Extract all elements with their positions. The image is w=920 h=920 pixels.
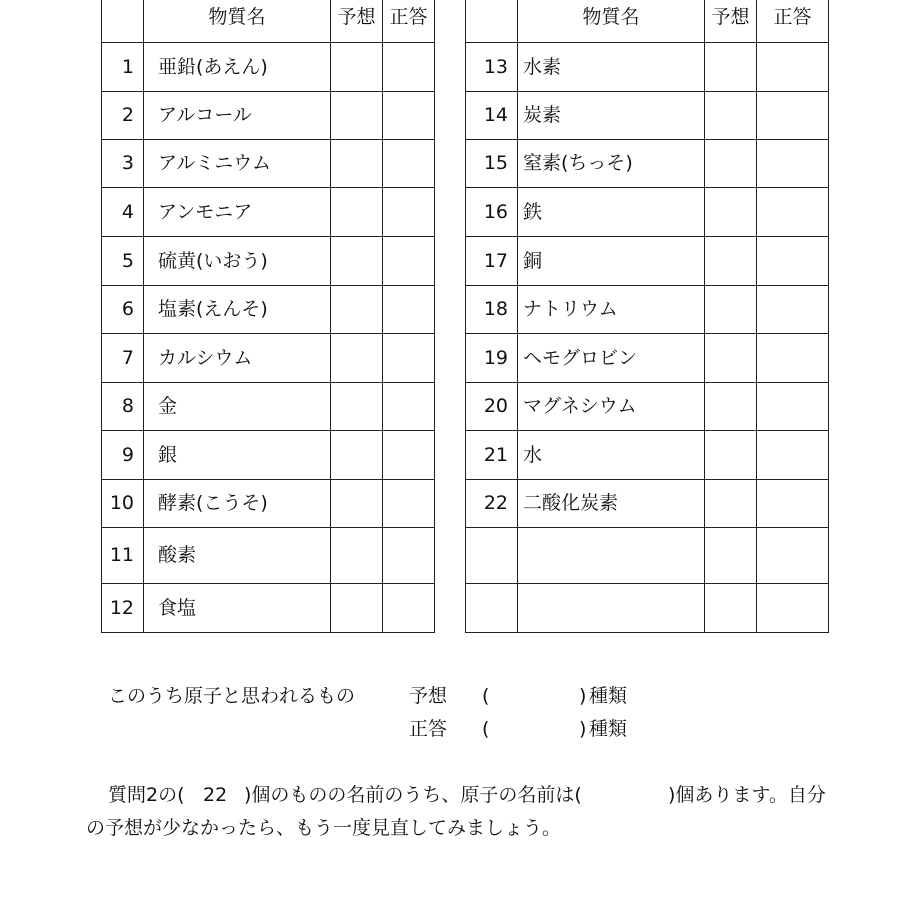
table-header-row [466, 0, 829, 43]
substance-name: 硫黄(いおう) [144, 237, 331, 286]
table-row [466, 383, 829, 431]
prediction-cell[interactable] [705, 140, 757, 188]
prediction-unit: 種類 [589, 685, 628, 707]
prediction-cell[interactable] [705, 334, 757, 383]
correct-answer-cell[interactable] [383, 334, 435, 383]
table-row [102, 92, 435, 140]
correct-answer-cell[interactable] [757, 584, 829, 633]
table-row [466, 286, 829, 334]
question-text-middle: )個のものの名前のうち、原子の名前は( [244, 784, 582, 806]
correct-answer-cell[interactable] [383, 383, 435, 431]
header-substance-name: 物質名 [144, 0, 331, 43]
prediction-cell[interactable] [705, 237, 757, 286]
prediction-cell[interactable] [331, 188, 383, 237]
header-prediction: 予想 [705, 0, 757, 43]
table-row [102, 528, 435, 584]
table-row [466, 334, 829, 383]
question-text-start: 質問2の( [108, 784, 185, 806]
substance-name: ナトリウム [518, 286, 705, 334]
prediction-cell[interactable] [705, 286, 757, 334]
table-row [102, 237, 435, 286]
prediction-cell[interactable] [331, 334, 383, 383]
correct-answer-cell[interactable] [757, 528, 829, 584]
prediction-cell[interactable] [705, 43, 757, 92]
substance-name: カルシウム [144, 334, 331, 383]
header-number [466, 0, 518, 43]
prediction-cell[interactable] [331, 140, 383, 188]
atom-count-prompt: このうち原子と思われるもの [108, 685, 356, 707]
row-number: 18 [466, 286, 518, 334]
substance-name [518, 584, 705, 633]
prediction-open-paren: ( [482, 685, 490, 707]
correct-answer-cell[interactable] [757, 140, 829, 188]
row-number: 19 [466, 334, 518, 383]
table-row [102, 286, 435, 334]
correct-answer-cell[interactable] [383, 92, 435, 140]
prediction-cell[interactable] [331, 383, 383, 431]
header-correct-answer: 正答 [383, 0, 435, 43]
substance-table-left [101, 0, 435, 633]
prediction-close-paren: ) [579, 685, 587, 707]
row-number: 1 [102, 43, 144, 92]
substance-name: 酸素 [144, 528, 331, 584]
table-row [102, 431, 435, 480]
correct-answer-cell[interactable] [757, 92, 829, 140]
row-number: 2 [102, 92, 144, 140]
header-number [102, 0, 144, 43]
table-row [102, 43, 435, 92]
row-number: 15 [466, 140, 518, 188]
substance-name: 食塩 [144, 584, 331, 633]
substance-name: 二酸化炭素 [518, 480, 705, 528]
correct-answer-cell[interactable] [383, 140, 435, 188]
correct-answer-cell[interactable] [383, 480, 435, 528]
header-correct-answer: 正答 [757, 0, 829, 43]
correct-answer-label: 正答 [409, 718, 448, 740]
prediction-cell[interactable] [705, 431, 757, 480]
correct-answer-cell[interactable] [383, 43, 435, 92]
correct-answer-cell[interactable] [757, 431, 829, 480]
question-text-line2: の予想が少なかったら、もう一度見直してみましょう。 [86, 817, 562, 839]
row-number: 7 [102, 334, 144, 383]
substance-name: アンモニア [144, 188, 331, 237]
row-number [466, 528, 518, 584]
prediction-cell[interactable] [705, 480, 757, 528]
prediction-label: 予想 [409, 685, 448, 707]
correct-answer-cell[interactable] [757, 43, 829, 92]
prediction-cell[interactable] [331, 237, 383, 286]
table-body-left [102, 43, 435, 633]
question-count: 22 [203, 784, 228, 806]
table-row [466, 43, 829, 92]
correct-answer-cell[interactable] [383, 584, 435, 633]
prediction-cell[interactable] [331, 286, 383, 334]
prediction-cell[interactable] [331, 431, 383, 480]
substance-name: マグネシウム [518, 383, 705, 431]
row-number: 13 [466, 43, 518, 92]
row-number: 11 [102, 528, 144, 584]
substance-name: 水素 [518, 43, 705, 92]
row-number [466, 584, 518, 633]
prediction-cell[interactable] [331, 92, 383, 140]
prediction-cell[interactable] [705, 528, 757, 584]
table-row [102, 334, 435, 383]
substance-name: 炭素 [518, 92, 705, 140]
substance-name: アルコール [144, 92, 331, 140]
substance-name: 亜鉛(あえん) [144, 43, 331, 92]
table-row [102, 188, 435, 237]
substance-name: 鉄 [518, 188, 705, 237]
row-number: 4 [102, 188, 144, 237]
table-row [466, 188, 829, 237]
substance-table-right [465, 0, 829, 633]
correct-answer-cell[interactable] [757, 334, 829, 383]
row-number: 5 [102, 237, 144, 286]
substance-name: 銀 [144, 431, 331, 480]
correct-answer-cell[interactable] [383, 237, 435, 286]
row-number: 20 [466, 383, 518, 431]
table-row [102, 140, 435, 188]
table-row [466, 584, 829, 633]
row-number: 17 [466, 237, 518, 286]
table-row [466, 480, 829, 528]
correct-answer-cell[interactable] [757, 237, 829, 286]
correct-answer-cell[interactable] [757, 286, 829, 334]
table-row [102, 480, 435, 528]
prediction-cell[interactable] [705, 383, 757, 431]
row-number: 22 [466, 480, 518, 528]
correct-answer-cell[interactable] [757, 383, 829, 431]
prediction-cell[interactable] [331, 480, 383, 528]
prediction-cell[interactable] [705, 188, 757, 237]
answer-close-paren: ) [579, 718, 587, 740]
correct-answer-cell[interactable] [383, 188, 435, 237]
prediction-cell[interactable] [331, 43, 383, 92]
table-row [466, 140, 829, 188]
correct-answer-cell[interactable] [757, 480, 829, 528]
correct-answer-cell[interactable] [757, 188, 829, 237]
table-row [102, 584, 435, 633]
row-number: 9 [102, 431, 144, 480]
row-number: 8 [102, 383, 144, 431]
table-row [102, 383, 435, 431]
substance-name: 水 [518, 431, 705, 480]
row-number: 14 [466, 92, 518, 140]
correct-answer-cell[interactable] [383, 528, 435, 584]
substance-name: 酵素(こうそ) [144, 480, 331, 528]
row-number: 3 [102, 140, 144, 188]
prediction-cell[interactable] [331, 528, 383, 584]
row-number: 16 [466, 188, 518, 237]
prediction-cell[interactable] [705, 92, 757, 140]
question-text-end: )個あります。自分 [668, 784, 826, 806]
table-body-right [466, 43, 829, 633]
row-number: 21 [466, 431, 518, 480]
substance-name: ヘモグロビン [518, 334, 705, 383]
substance-name: 塩素(えんそ) [144, 286, 331, 334]
table-header-row [102, 0, 435, 43]
table-row [466, 92, 829, 140]
row-number: 12 [102, 584, 144, 633]
header-substance-name: 物質名 [518, 0, 705, 43]
substance-name: 窒素(ちっそ) [518, 140, 705, 188]
prediction-cell[interactable] [331, 584, 383, 633]
answer-open-paren: ( [482, 718, 490, 740]
substance-name: 銅 [518, 237, 705, 286]
row-number: 10 [102, 480, 144, 528]
answer-unit: 種類 [589, 718, 628, 740]
table-row [466, 237, 829, 286]
prediction-cell[interactable] [705, 584, 757, 633]
correct-answer-cell[interactable] [383, 286, 435, 334]
substance-name: 金 [144, 383, 331, 431]
header-prediction: 予想 [331, 0, 383, 43]
substance-name [518, 528, 705, 584]
table-row [466, 528, 829, 584]
correct-answer-cell[interactable] [383, 431, 435, 480]
row-number: 6 [102, 286, 144, 334]
substance-name: アルミニウム [144, 140, 331, 188]
table-row [466, 431, 829, 480]
